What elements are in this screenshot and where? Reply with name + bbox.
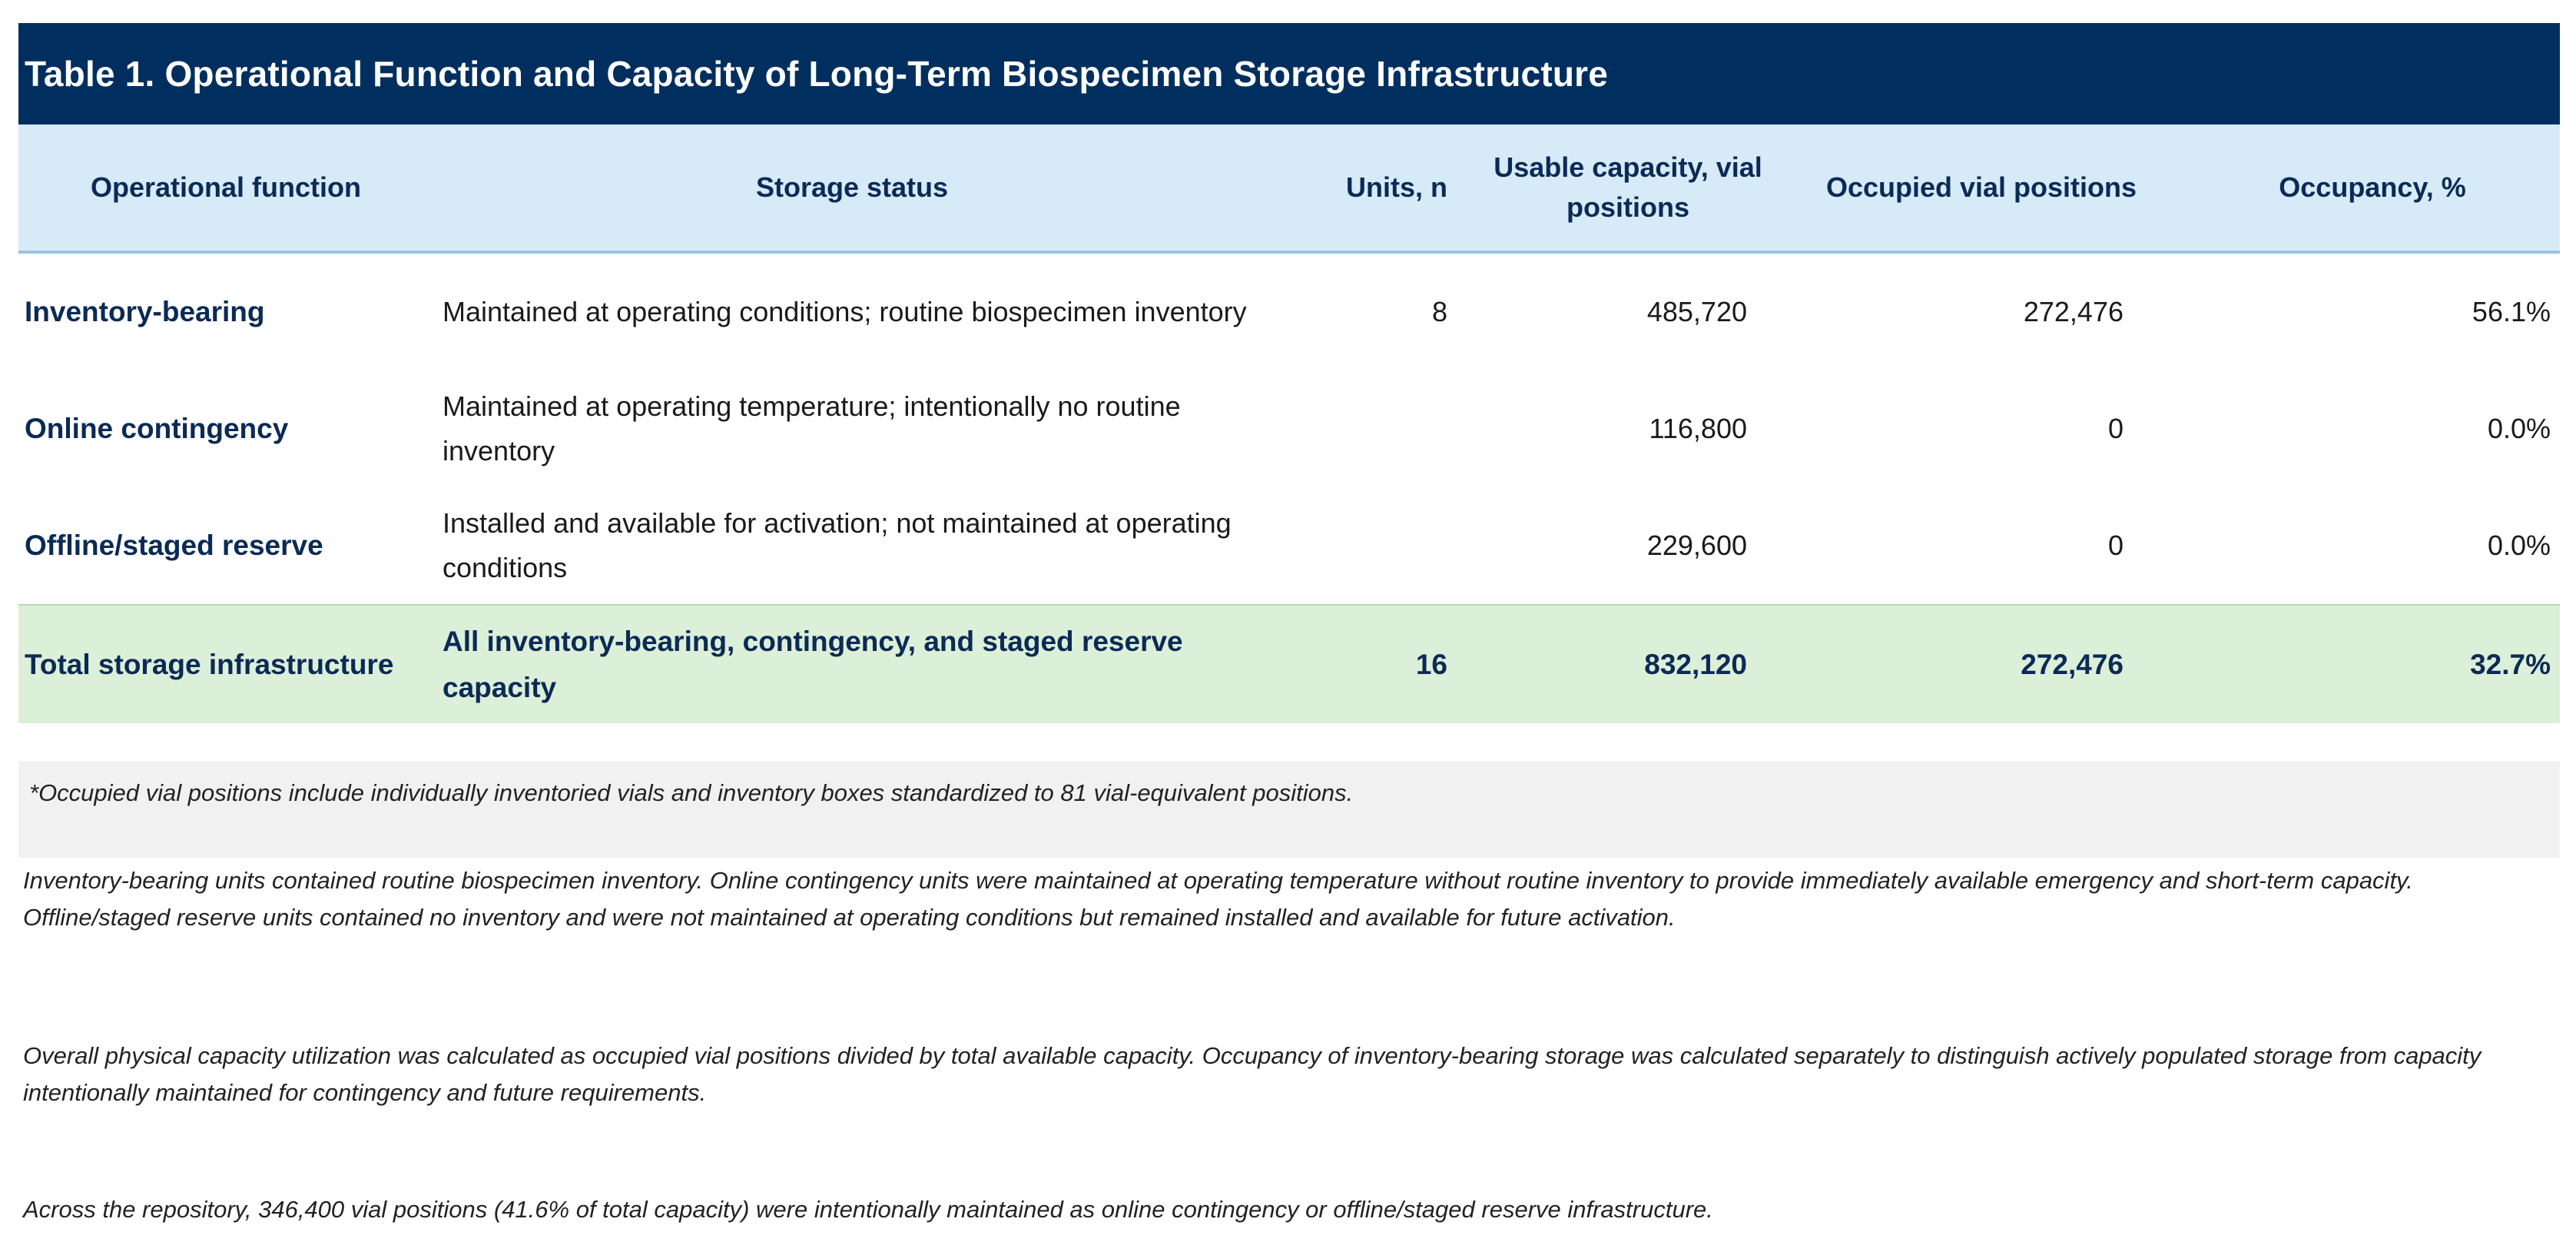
row-occupied: 0: [2107, 530, 2123, 562]
note-paragraph: [23, 1191, 2551, 1228]
row-occupancy: 0.0%: [2487, 413, 2551, 445]
row-occupied: 272,476: [2023, 296, 2123, 328]
row-occupancy: 0.0%: [2487, 530, 2551, 562]
row-occupied: 0: [2107, 413, 2123, 445]
table-header-row: [18, 125, 2560, 254]
table-row: [18, 370, 2560, 487]
total-units: 16: [1415, 648, 1447, 680]
table-total-row: [18, 604, 2560, 723]
column-header-function: Operational function: [90, 171, 361, 203]
capacity-table: [18, 23, 2560, 723]
row-units: 8: [1431, 296, 1447, 328]
table-title: Table 1. Operational Function and Capacity of Long-Term Biospecimen Storage Infrastructure: [25, 54, 1609, 94]
note-paragraph: [23, 1038, 2551, 1111]
note-text: Across the repository, 346,400 vial positions (41.6% of total capacity) were intentionally maintained as online contingency or offline/staged reserve infrastructure.: [23, 1196, 1713, 1223]
total-occupancy: 32.7%: [2470, 648, 2551, 680]
row-status: Maintained at operating temperature; intentionally no routine inventory: [443, 390, 1181, 467]
column-header-units: Units, n: [1346, 171, 1447, 203]
footnote-text: *Occupied vial positions include individually inventoried vials and inventory boxes standardized to 81 vial-equivalent positions.: [29, 779, 1354, 806]
total-status: All inventory-bearing, contingency, and staged reserve capacity: [443, 626, 1183, 703]
note-paragraph: [23, 862, 2551, 936]
note-text: Overall physical capacity utilization was calculated as occupied vial positions divided by total available capacity. Occupancy of inventory-bearing storage was calculated separately to distinguish actively populated storage from capacity intentionally maintained for contingency and future requirements.: [23, 1042, 2482, 1107]
row-occupancy: 56.1%: [2472, 296, 2551, 328]
note-text: Inventory-bearing units contained routine biospecimen inventory. Online contingency units were maintained at operating temperature without routine inventory to provide immediately available emergency and short-term capacity. Offline/staged reserve units contained no inventory and were not maintained at operating conditions but remained installed and available for future activation.: [23, 867, 2413, 932]
row-status: Maintained at operating conditions; routine biospecimen inventory: [443, 296, 1247, 328]
total-function: Total storage infrastructure: [25, 648, 394, 680]
column-header-occupied: Occupied vial positions: [1825, 171, 2137, 203]
column-header-occupancy: Occupancy, %: [2279, 171, 2466, 203]
row-function: Offline/staged reserve: [25, 530, 323, 562]
row-capacity: 229,600: [1646, 530, 1747, 562]
column-header-capacity: Usable capacity, vial positions: [1494, 151, 1762, 223]
row-capacity: 116,800: [1649, 413, 1747, 445]
column-header-status: Storage status: [755, 171, 949, 203]
row-function: Online contingency: [25, 413, 289, 445]
table-footnote: [18, 761, 2560, 858]
total-occupied: 272,476: [2021, 648, 2123, 680]
table-title-bar: [18, 23, 2560, 125]
table-row: [18, 254, 2560, 370]
row-capacity: 485,720: [1646, 296, 1747, 328]
total-capacity: 832,120: [1644, 648, 1747, 680]
table-row: [18, 487, 2560, 604]
row-status: Installed and available for activation; not maintained at operating conditions: [443, 507, 1232, 583]
row-function: Inventory-bearing: [25, 296, 265, 328]
